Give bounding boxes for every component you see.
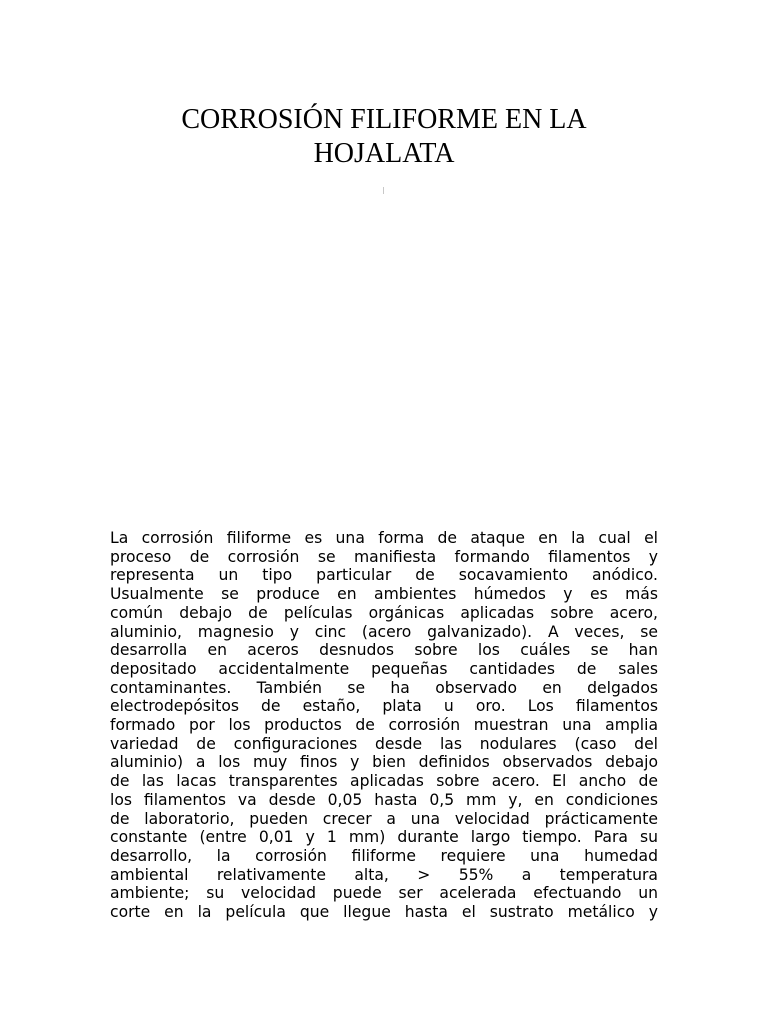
body-paragraph — [110, 529, 658, 922]
body-line: formado por los productos de corrosión muestran una amplia — [110, 716, 658, 735]
document-title — [0, 103, 768, 171]
body-line: electrodepósitos de estaño, plata u oro. Los filamentos — [110, 697, 658, 716]
body-line: representa un tipo particular de socavamiento anódico. — [110, 566, 658, 585]
body-line: los filamentos va desde 0,05 hasta 0,5 mm y, en condiciones — [110, 790, 658, 809]
body-line: de las lacas transparentes aplicadas sobre acero. El ancho de — [110, 772, 658, 791]
title-line-1: CORROSIÓN FILIFORME EN LA — [181, 104, 587, 135]
body-line: común debajo de películas orgánicas aplicadas sobre acero, — [110, 603, 658, 622]
title-line-2: HOJALATA — [313, 138, 455, 169]
body-line: ambiente; su velocidad puede ser acelerada efectuando un — [110, 884, 658, 903]
body-line: corte en la película que llegue hasta el sustrato metálico y — [110, 903, 658, 922]
body-line: aluminio) a los muy finos y bien definidos observados debajo — [110, 753, 658, 772]
body-line: ambiental relativamente alta, > 55% a temperatura — [110, 865, 658, 884]
body-line: desarrollo, la corrosión filiforme requiere una humedad — [110, 846, 658, 865]
body-line: depositado accidentalmente pequeñas cantidades de sales — [110, 659, 658, 678]
body-line: de laboratorio, pueden crecer a una velocidad prácticamente — [110, 809, 658, 828]
body-line: contaminantes. También se ha observado en delgados — [110, 678, 658, 697]
stray-mark — [383, 187, 384, 194]
body-line: proceso de corrosión se manifiesta formando filamentos y — [110, 547, 658, 566]
body-line: variedad de configuraciones desde las nodulares (caso del — [110, 734, 658, 753]
body-line: desarrolla en aceros desnudos sobre los cuáles se han — [110, 641, 658, 660]
body-line: La corrosión filiforme es una forma de ataque en la cual el — [110, 529, 658, 547]
body-line: aluminio, magnesio y cinc (acero galvanizado). A veces, se — [110, 622, 658, 641]
body-line: constante (entre 0,01 y 1 mm) durante largo tiempo. Para su — [110, 828, 658, 847]
body-line: Usualmente se produce en ambientes húmedos y es más — [110, 585, 658, 604]
